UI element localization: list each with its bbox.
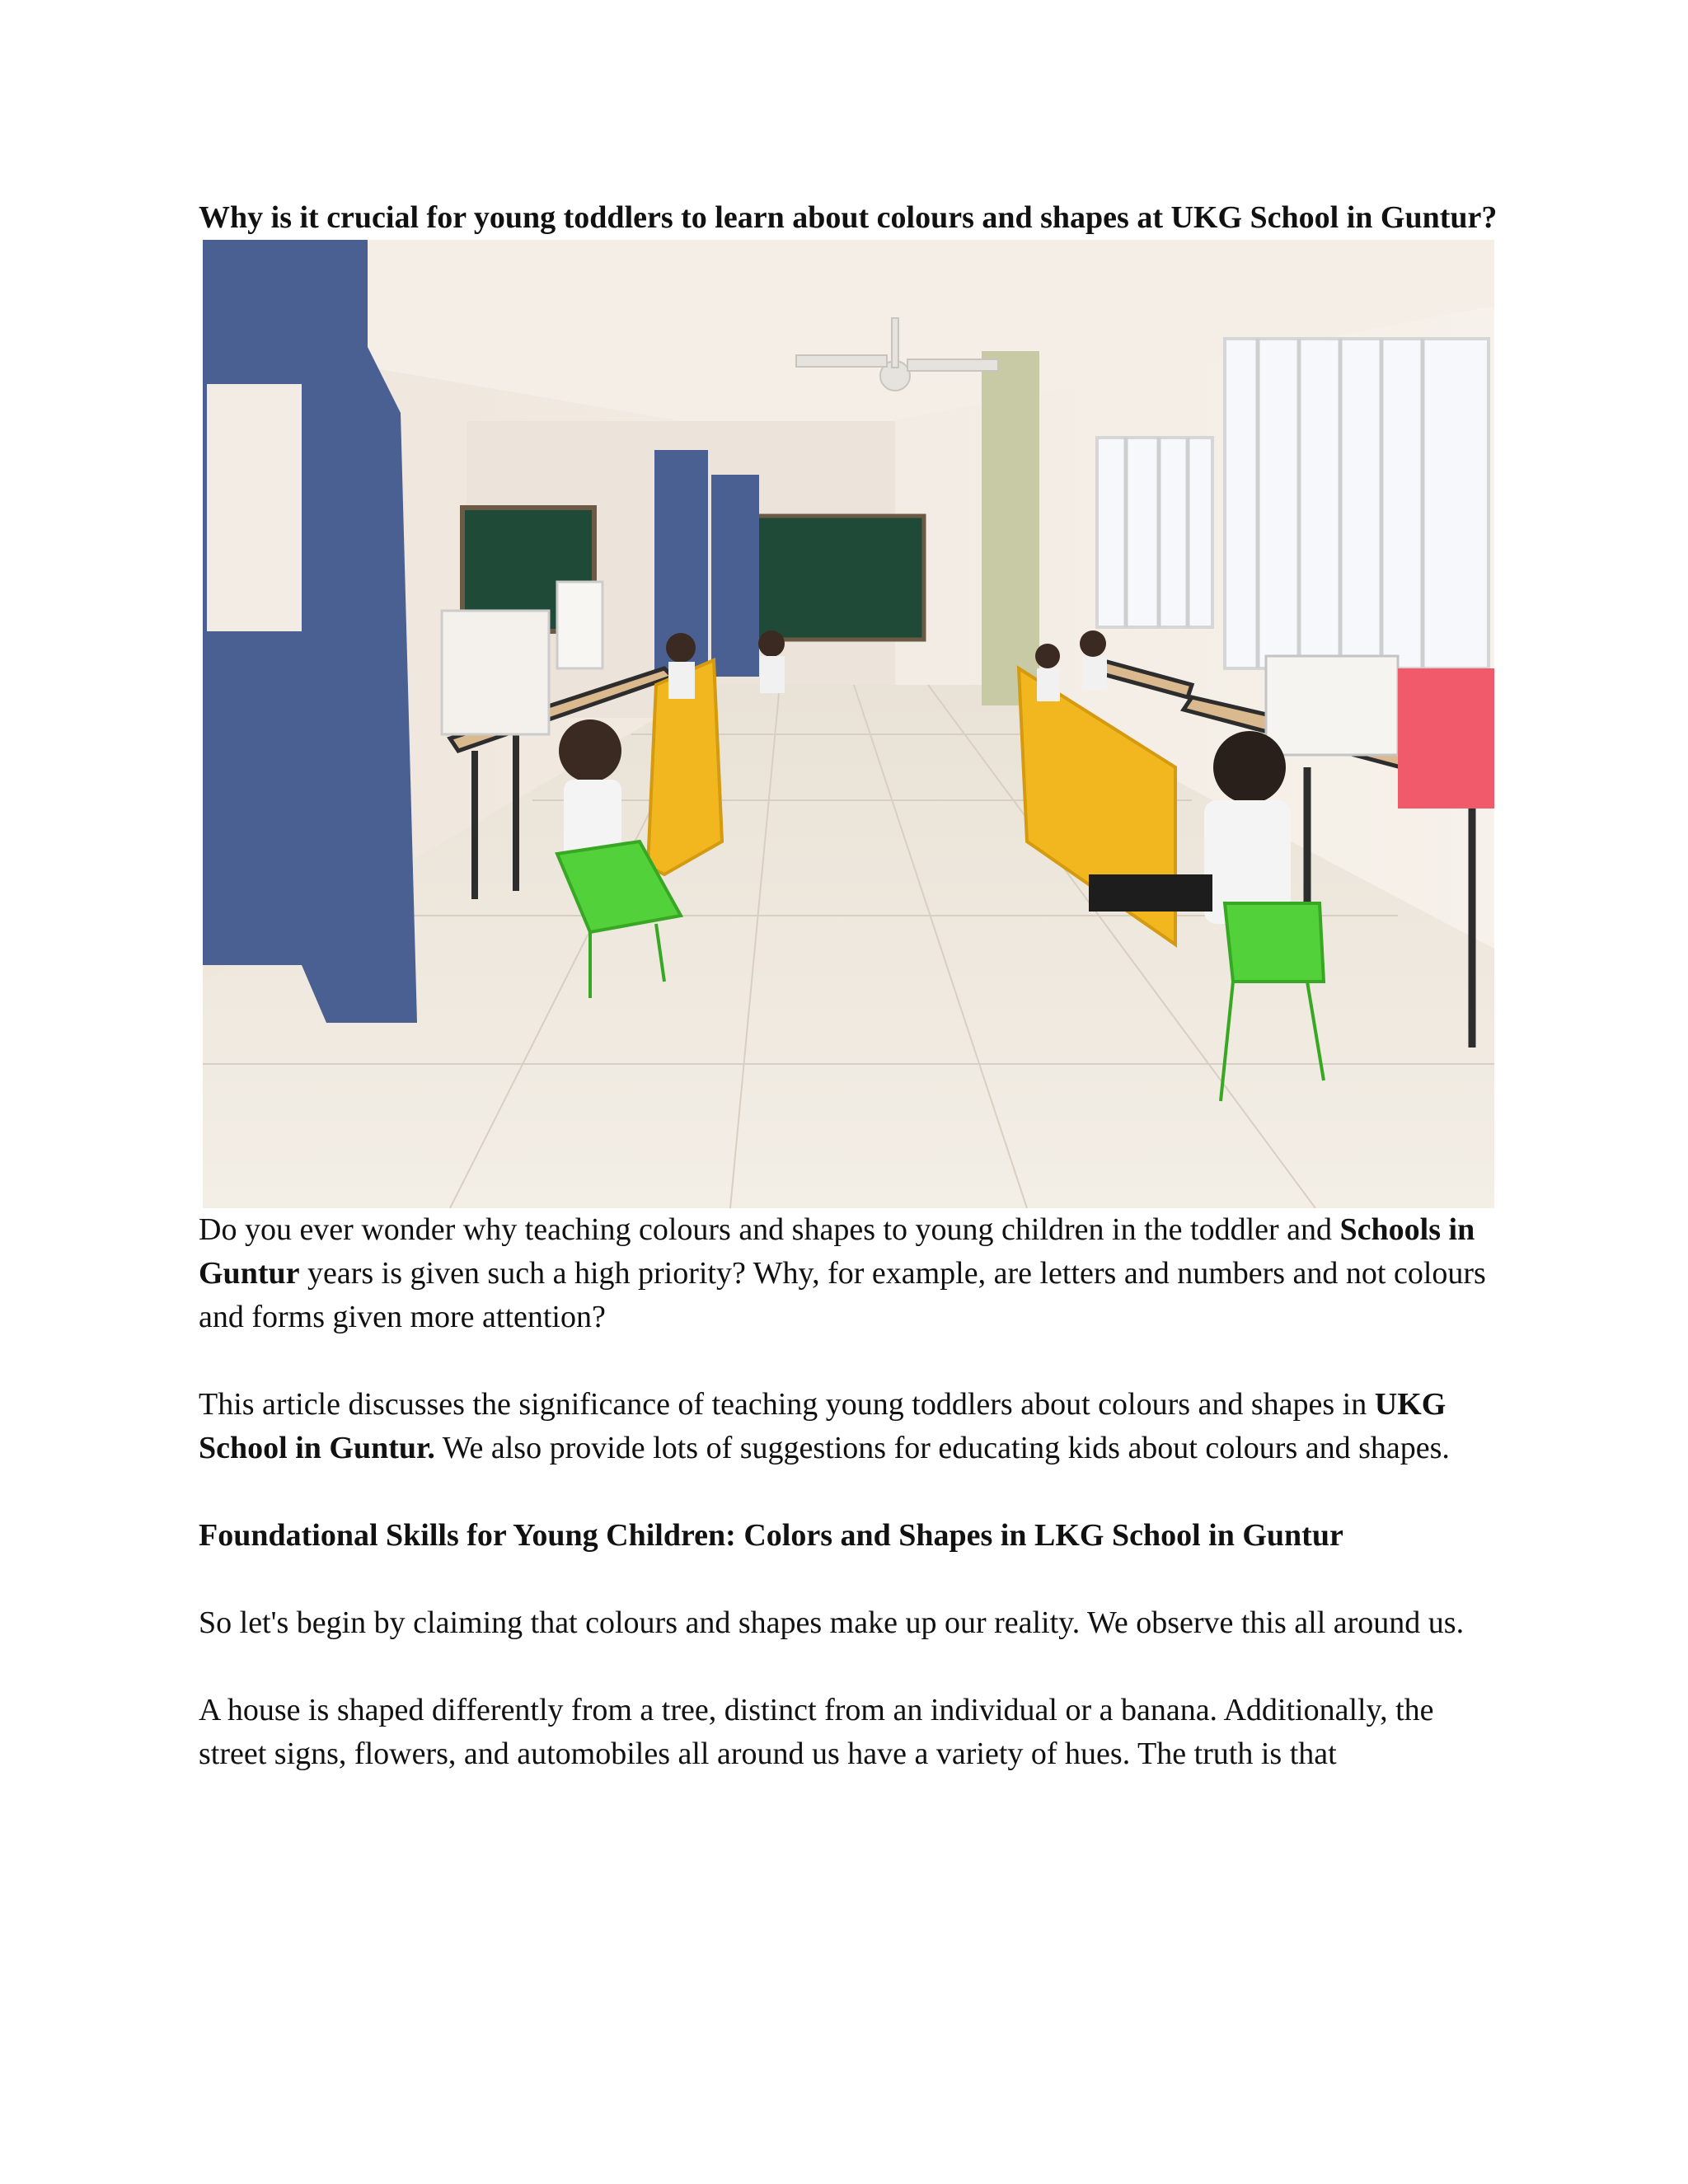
link-ukg-school-in-guntur: UKG School in Guntur. (199, 1387, 1447, 1465)
section-subheading: Foundational Skills for Young Children: Colors and Shapes in LKG School in Guntur (199, 1518, 1343, 1553)
paragraph-intro-text-c: years is given such a high priority? Why, for example, are letters and numbers and not colours and forms given more attention? (199, 1256, 1486, 1334)
paragraph-gap (199, 1558, 1501, 1601)
article-title: Why is it crucial for young toddlers to learn about colours and shapes at UKG School in Guntur? (199, 200, 1498, 235)
paragraph-gap (199, 1645, 1501, 1689)
paragraph-intro-text-a: Do you ever wonder why teaching colours and shapes to young children in the toddler and (199, 1212, 1340, 1247)
paragraph-house: A house is shaped differently from a tree, distinct from an individual or a banana. Additionally, the street signs, flowers, and automobiles all around us have a variety of hues. The truth is that (199, 1693, 1434, 1771)
paragraph-reality: So let's begin by claiming that colours and shapes make up our reality. We observe this all around us. (199, 1605, 1465, 1640)
paragraph-intro (199, 1208, 1501, 1339)
classroom-photo (203, 240, 1494, 1208)
paragraph-significance-text-a: This article discusses the significance of teaching young toddlers about colours and shapes in (199, 1387, 1375, 1422)
paragraph-gap (199, 1339, 1501, 1383)
paragraph-significance-text-c: We also provide lots of suggestions for educating kids about colours and shapes. (434, 1431, 1450, 1465)
paragraph-gap (199, 1470, 1501, 1514)
paragraph-significance (199, 1383, 1501, 1470)
link-schools-in-guntur: Schools in Guntur (199, 1212, 1475, 1291)
article-body (199, 196, 1501, 1776)
